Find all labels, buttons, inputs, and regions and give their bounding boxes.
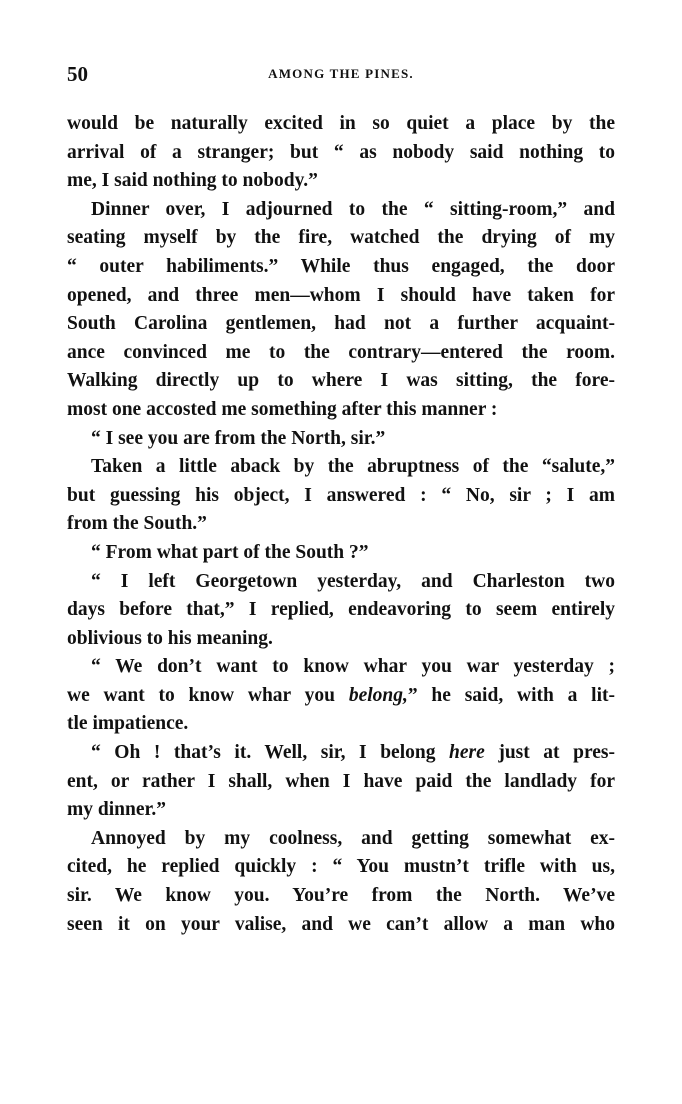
text-line: cited, he replied quickly : “ You mustn’t trifle with us, xyxy=(67,856,615,878)
text-line: days before that,” I replied, endeavoring to seem entirely xyxy=(67,599,615,621)
text-line: Taken a little aback by the abruptness of the “salute,” xyxy=(91,456,615,478)
text-line: ent, or rather I shall, when I have paid the landlady for xyxy=(67,770,615,792)
text-line: “ From what part of the South ?” xyxy=(91,541,369,563)
text-run: we want to know whar you xyxy=(67,684,349,706)
text-line: would be naturally excited in so quiet a place by the xyxy=(67,113,615,134)
text-line: arrival of a stranger; but “ as nobody said nothing to xyxy=(67,141,615,163)
italic-word: here xyxy=(449,742,485,764)
text-line: Dinner over, I adjourned to the “ sitting-room,” and xyxy=(91,198,615,220)
text-run: just at pres- xyxy=(484,742,615,764)
text-line: “ I see you are from the North, sir.” xyxy=(91,427,386,449)
text-line xyxy=(67,682,615,711)
text-line: tle impatience. xyxy=(67,713,189,735)
text-line: Walking directly up to where I was sitting, the fore- xyxy=(67,370,615,392)
text-line: seen it on your valise, and we can’t allow a man who xyxy=(67,913,615,935)
text-line: from the South.” xyxy=(67,513,207,535)
text-line: Annoyed by my coolness, and getting somewhat ex- xyxy=(91,827,615,849)
text-line: oblivious to his meaning. xyxy=(67,627,273,649)
text-line xyxy=(67,739,615,768)
running-head xyxy=(67,62,615,86)
body-text xyxy=(67,110,615,939)
text-line: opened, and three men—whom I should have taken for xyxy=(67,284,615,306)
running-title: AMONG THE PINES. xyxy=(268,66,414,81)
text-line: most one accosted me something after this manner : xyxy=(67,398,498,420)
text-line: sir. We know you. You’re from the North. We’ve xyxy=(67,885,615,907)
text-run: “ Oh ! that’s it. Well, sir, I belong xyxy=(91,742,450,764)
text-line: ance convinced me to the contrary—entered the room. xyxy=(67,341,615,363)
italic-word: belong, xyxy=(348,684,408,706)
text-run: ” he said, with a lit- xyxy=(407,684,616,706)
text-line: “ I left Georgetown yesterday, and Charleston two xyxy=(91,570,615,592)
text-line: me, I said nothing to nobody.” xyxy=(67,170,318,192)
text-line: seating myself by the fire, watched the drying of my xyxy=(67,227,615,249)
text-line: “ outer habiliments.” While thus engaged, the door xyxy=(67,255,615,277)
page-number: 50 xyxy=(67,62,88,86)
text-line: South Carolina gentlemen, had not a further acquaint- xyxy=(67,313,615,335)
text-line: my dinner.” xyxy=(67,799,166,821)
text-line: “ We don’t want to know whar you war yesterday ; xyxy=(91,656,615,678)
text-line: but guessing his object, I answered : “ No, sir ; I am xyxy=(67,484,615,506)
